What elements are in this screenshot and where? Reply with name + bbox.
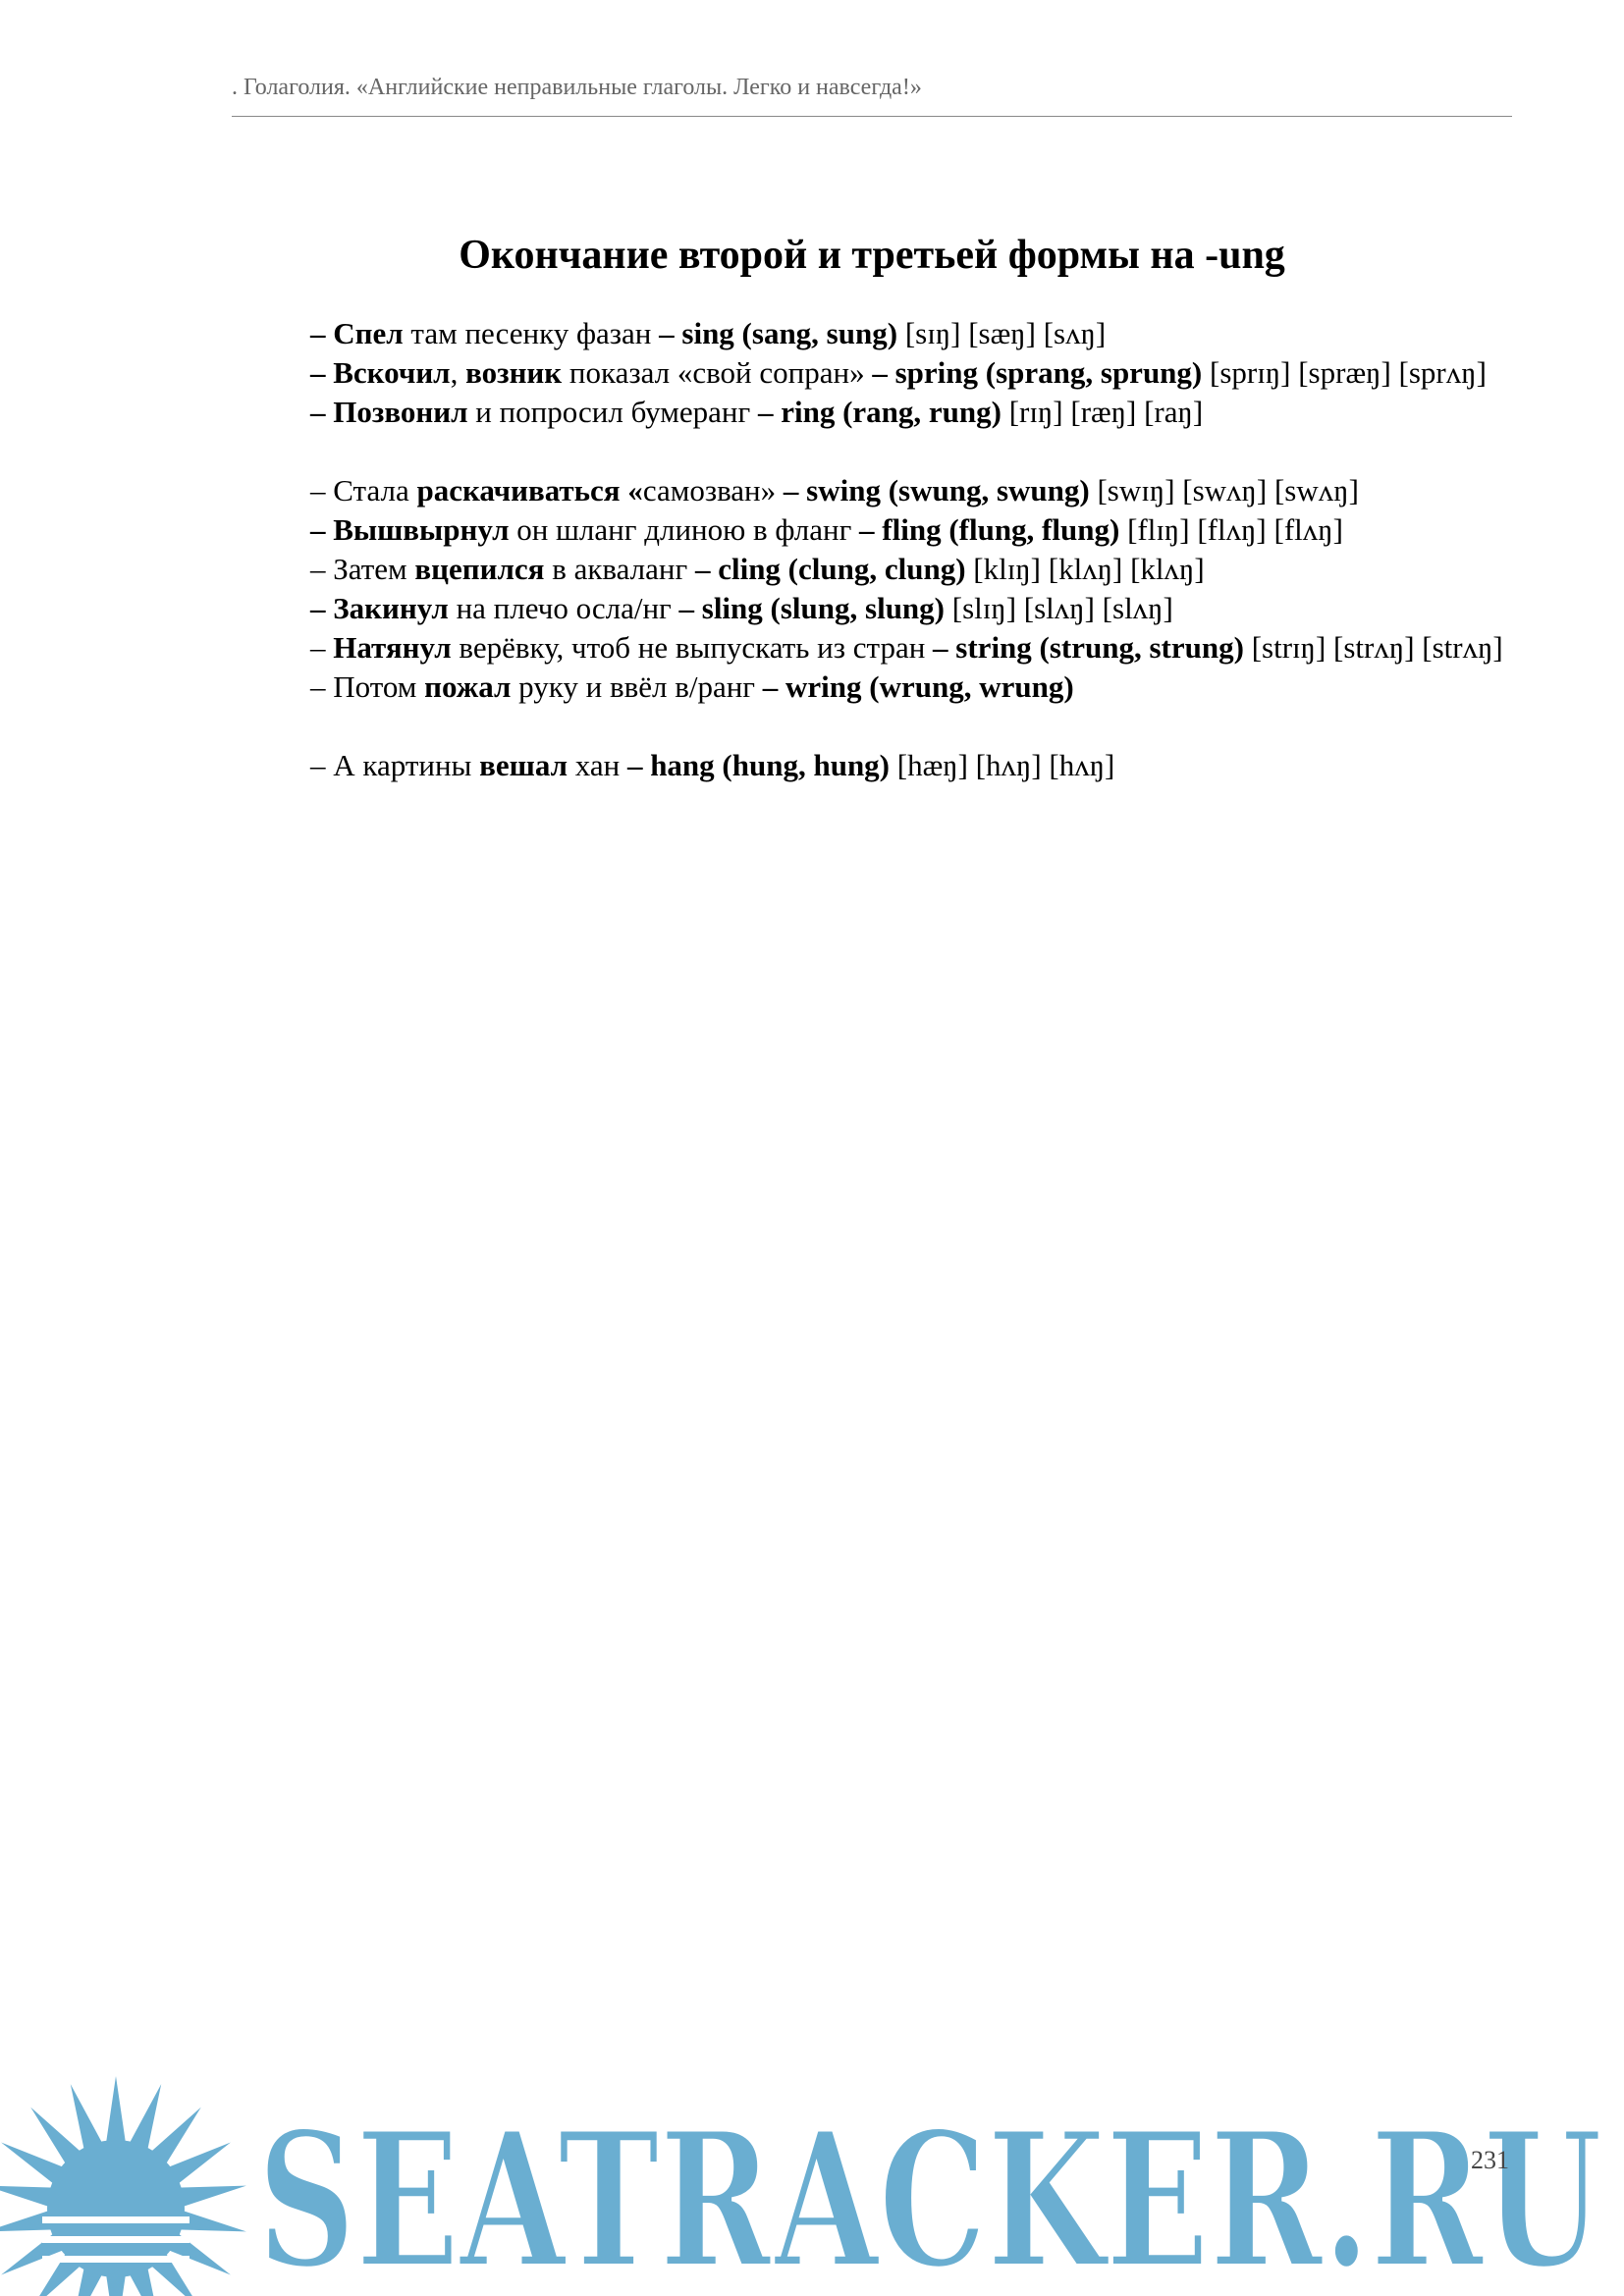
verse-line bbox=[232, 314, 1512, 353]
text-segment: [klɪŋ] [klʌŋ] [klʌŋ] bbox=[965, 552, 1205, 586]
text-segment: [slɪŋ] [slʌŋ] [slʌŋ] bbox=[945, 591, 1173, 625]
text-segment: он шланг длиною в фланг bbox=[509, 512, 860, 547]
verse-line bbox=[232, 510, 1512, 550]
stanza-gap bbox=[232, 707, 1512, 746]
sun-stripe bbox=[42, 2236, 189, 2243]
watermark-logo bbox=[0, 2052, 1624, 2296]
bold-segment: Позвонил bbox=[333, 395, 468, 429]
bold-segment: Натянул bbox=[333, 630, 452, 665]
verse-body bbox=[232, 314, 1512, 785]
text-segment: , bbox=[450, 355, 466, 390]
bold-segment: Вышвырнул bbox=[333, 512, 510, 547]
text-segment: показал «свой сопран» bbox=[562, 355, 873, 390]
bold-segment: – ring (rang, rung) bbox=[757, 395, 1001, 429]
stanza-gap bbox=[232, 432, 1512, 471]
verse-line bbox=[232, 471, 1512, 510]
text-segment: – Стала bbox=[310, 473, 417, 507]
bold-segment: – spring (sprang, sprung) bbox=[872, 355, 1203, 390]
text-segment: – А картины bbox=[310, 748, 480, 782]
verse-line bbox=[232, 550, 1512, 589]
text-segment: руку и ввёл в/ранг bbox=[511, 669, 763, 704]
text-segment: хан bbox=[567, 748, 627, 782]
sunburst-icon bbox=[0, 2076, 246, 2296]
verse-line bbox=[232, 667, 1512, 707]
bold-segment: – bbox=[310, 395, 334, 429]
bold-segment: возник bbox=[465, 355, 563, 390]
bold-segment: – cling (clung, clung) bbox=[694, 552, 966, 586]
text-segment: [strɪŋ] [strʌŋ] [strʌŋ] bbox=[1243, 630, 1503, 665]
text-segment: на плечо осла/нг bbox=[448, 591, 679, 625]
text-segment: [flɪŋ] [flʌŋ] [flʌŋ] bbox=[1119, 512, 1343, 547]
text-segment: [sprɪŋ] [spræŋ] [sprʌŋ] bbox=[1202, 355, 1487, 390]
text-segment: – Затем bbox=[310, 552, 415, 586]
bold-segment: – fling (flung, flung) bbox=[859, 512, 1120, 547]
bold-segment: – bbox=[310, 512, 334, 547]
bold-segment: – bbox=[310, 316, 334, 350]
bold-segment: вешал bbox=[479, 748, 568, 782]
bold-segment: раскачиваться « bbox=[416, 473, 643, 507]
bold-segment: – string (strung, strung) bbox=[933, 630, 1244, 665]
text-segment: – Потом bbox=[310, 669, 425, 704]
bold-segment: – bbox=[310, 591, 334, 625]
bold-segment: вцепился bbox=[414, 552, 545, 586]
running-head: . Голаголия. «Английские неправильные глаголы. Легко и навсегда!» bbox=[232, 75, 922, 100]
verse-line bbox=[232, 589, 1512, 628]
text-segment: [hæŋ] [hʌŋ] [hʌŋ] bbox=[890, 748, 1115, 782]
text-segment: самозван» bbox=[642, 473, 784, 507]
text-segment: в акваланг bbox=[544, 552, 695, 586]
bold-segment: – wring (wrung, wrung) bbox=[762, 669, 1074, 704]
sun-stripe bbox=[42, 2256, 189, 2263]
bold-segment: – sing (sang, sung) bbox=[659, 316, 898, 350]
bold-segment: – sling (slung, slung) bbox=[678, 591, 945, 625]
bold-segment: – bbox=[310, 355, 334, 390]
bold-segment: Закинул bbox=[333, 591, 449, 625]
text-segment: – bbox=[310, 630, 334, 665]
bold-segment: – swing (swung, swung) bbox=[783, 473, 1090, 507]
text-segment: [sɪŋ] [sæŋ] [sʌŋ] bbox=[897, 316, 1107, 350]
verse-line bbox=[232, 353, 1512, 393]
bold-segment: Спел bbox=[333, 316, 404, 350]
bold-segment: пожал bbox=[424, 669, 512, 704]
header-divider bbox=[232, 116, 1512, 117]
text-segment: верёвку, чтоб не выпускать из стран bbox=[451, 630, 934, 665]
verse-line bbox=[232, 393, 1512, 432]
verse-line bbox=[232, 746, 1512, 785]
verse-line bbox=[232, 628, 1512, 667]
page-title: Окончание второй и третьей формы на -ung bbox=[459, 233, 1285, 278]
watermark-text: SEATRACKER.RU bbox=[257, 2091, 1602, 2296]
text-segment: [swɪŋ] [swʌŋ] [swʌŋ] bbox=[1089, 473, 1359, 507]
text-segment: и попросил бумеранг bbox=[467, 395, 758, 429]
page-number: 231 bbox=[1471, 2146, 1509, 2174]
sun-stripe bbox=[42, 2216, 189, 2223]
text-segment: [rɪŋ] [ræŋ] [raŋ] bbox=[1001, 395, 1204, 429]
bold-segment: Вскочил bbox=[333, 355, 451, 390]
bold-segment: – hang (hung, hung) bbox=[626, 748, 891, 782]
text-segment: там песенку фазан bbox=[403, 316, 660, 350]
